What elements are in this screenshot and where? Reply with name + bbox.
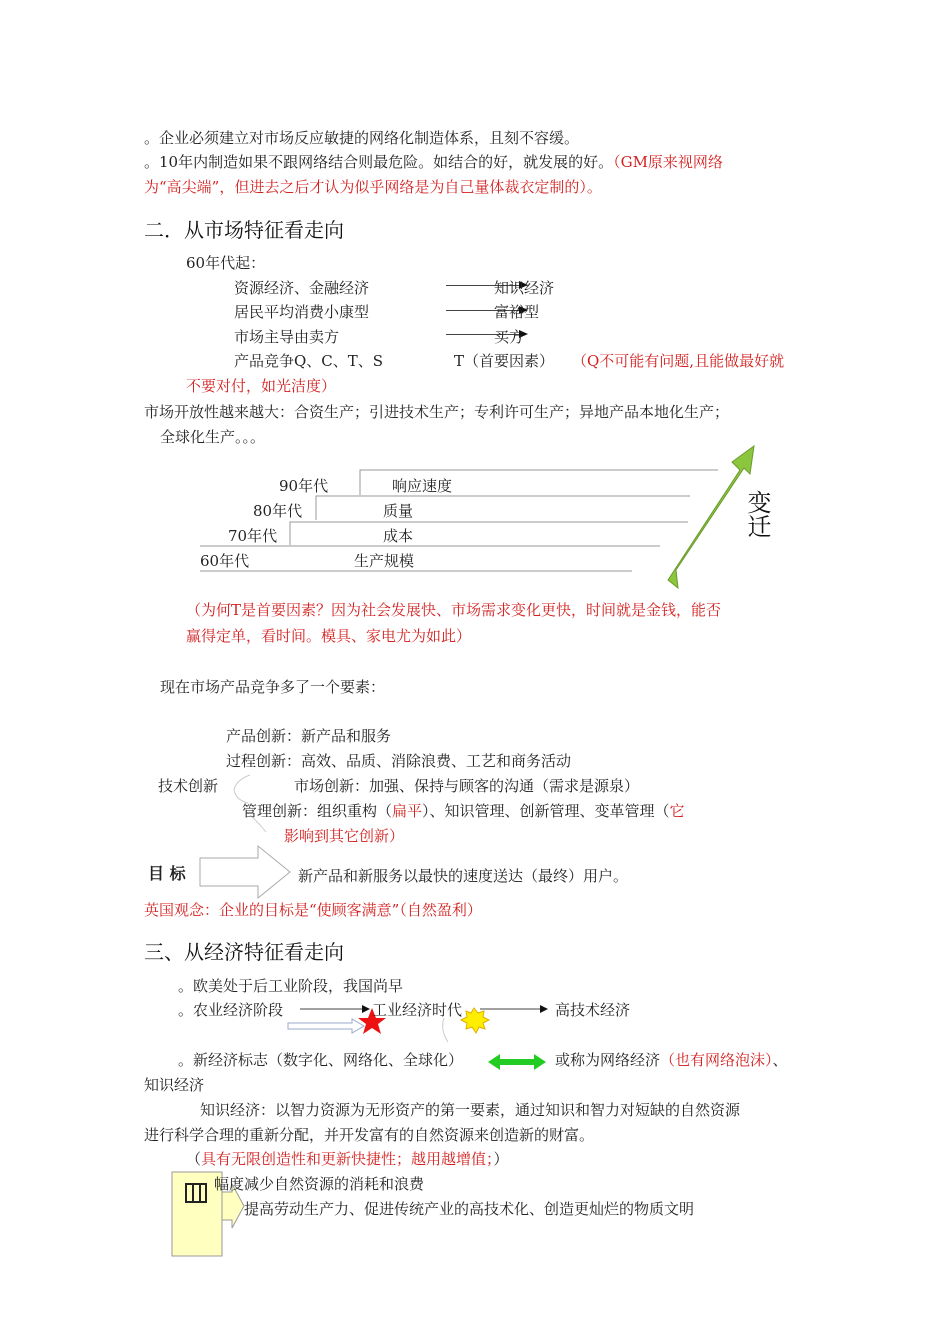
openness-line-2: 全球化生产。。。 (160, 428, 266, 446)
shift-to-3: 买方 (494, 328, 525, 346)
shift-from-3: 市场主导由卖方 (234, 328, 340, 346)
innovation-management-2: 影响到其它创新） (284, 827, 405, 845)
mgmt-a: 管理创新：组织重构（ (242, 802, 393, 820)
knowledge-economy-1: 知识经济：以智力资源为无形资产的第一要素，通过知识和智力对短缺的自然资源 (200, 1101, 741, 1119)
change-label: 变迁 (743, 490, 771, 538)
stair-decade-60: 60年代 (200, 552, 250, 570)
competition-note-1: （Q不可能有问题,且能做最好就 (572, 352, 785, 370)
new-factor-intro: 现在市场产品竞争多了一个要素： (160, 678, 386, 696)
ke3-a: （ (186, 1150, 202, 1168)
mgmt-b: 扁平 (392, 802, 423, 820)
new-economy-2: 或称为网络经济 (555, 1051, 661, 1069)
goal-text: 新产品和新服务以最快的速度送达（最终）用户。 (298, 867, 629, 885)
yellow-burst-icon (461, 1008, 489, 1033)
new-economy-3: （也有网络泡沫） (660, 1051, 773, 1069)
mgmt-d: 它 (669, 802, 685, 820)
competition-note-2: 不要对付，如光洁度） (186, 377, 337, 395)
stair-focus-90: 响应速度 (392, 477, 453, 495)
innovation-process: 过程创新：高效、品质、消除浪费、工艺和商务活动 (226, 752, 572, 770)
benefit-2: 提高劳动生产力、促进传统产业的高技术化、创造更灿烂的物质文明 (244, 1200, 695, 1218)
sixties-intro: 60年代起： (186, 254, 266, 272)
shift-to-1: 知识经济 (494, 279, 555, 297)
stair-decade-80: 80年代 (253, 502, 303, 520)
para-line-2a: 。10年内制造如果不跟网络结合则最危险。如结合的好，就发展的好。 (144, 153, 614, 171)
why-t-line-1: （为何T是首要因素？因为社会发展快、市场需求变化更快，时间就是金钱，能否 (186, 601, 722, 619)
why-t-line-2: 赢得定单，看时间。模具、家电尤为如此） (186, 627, 472, 645)
knowledge-economy-2: 进行科学合理的重新分配，并开发富有的自然资源来创造新的财富。 (144, 1126, 595, 1144)
green-double-arrow-icon (488, 1054, 546, 1070)
innovation-market: 市场创新：加强、保持与顾客的沟通（需求是源泉） (294, 777, 640, 795)
innovation-product: 产品创新：新产品和服务 (226, 727, 392, 745)
stair-focus-60: 生产规模 (354, 552, 415, 570)
new-economy-4: 、 (772, 1051, 788, 1069)
goal-arrow-icon (200, 846, 290, 898)
benefit-1: 幅度减少自然资源的消耗和浪费 (214, 1175, 425, 1193)
new-economy-5: 知识经济 (144, 1076, 205, 1094)
para-line-1: 。企业必须建立对市场反应敏捷的网络化制造体系，且刻不容缓。 (144, 129, 580, 147)
ke3-b: 具有无限创造性和更新快捷性；越用越增值； (201, 1150, 494, 1168)
para-line-2 (144, 152, 723, 172)
competition-label: 产品竞争Q、C、T、S (234, 352, 384, 370)
stair-decade-90: 90年代 (279, 477, 329, 495)
shift-from-1: 资源经济、金融经济 (234, 279, 370, 297)
new-economy-line (555, 1050, 788, 1070)
innovation-management (242, 801, 685, 821)
para-line-2b: （GM原来视网络 (613, 153, 723, 171)
uk-concept: 英国观念：企业的目标是“使顾客满意”（自然盈利） (144, 901, 482, 919)
para-line-3: 为“高尖端”，但进去之后才认为似乎网络是为自己量体裁衣定制的）。 (144, 178, 602, 196)
innovation-root: 技术创新 (158, 777, 219, 795)
shift-to-2: 富裕型 (494, 303, 540, 321)
stair-focus-70: 成本 (383, 527, 414, 545)
post-industrial: 。欧美处于后工业阶段，我国尚早 (178, 977, 404, 995)
goal-label: 目 标 (148, 864, 186, 883)
stair-decade-70: 70年代 (228, 527, 278, 545)
knowledge-economy-3 (186, 1149, 509, 1169)
shift-from-2: 居民平均消费小康型 (234, 303, 370, 321)
new-economy-1: 。新经济标志（数字化、网络化、全球化） (178, 1051, 464, 1069)
stage-hightech: 高技术经济 (555, 1001, 631, 1019)
stair-focus-80: 质量 (383, 502, 414, 520)
mgmt-c: ）、知识管理、创新管理、变革管理（ (422, 802, 670, 820)
stage-industrial: 工业经济时代 (372, 1001, 463, 1019)
ke3-c: ） (493, 1150, 509, 1168)
section-3-heading: 三、从经济特征看走向 (144, 940, 344, 964)
competition-t: T（首要因素） (454, 352, 555, 370)
stage-agricultural: 。农业经济阶段 (178, 1001, 284, 1019)
openness-line-1: 市场开放性越来越大：合资生产；引进技术生产；专利许可生产；异地产品本地化生产； (144, 403, 730, 421)
section-2-heading: 二．从市场特征看走向 (144, 218, 344, 242)
